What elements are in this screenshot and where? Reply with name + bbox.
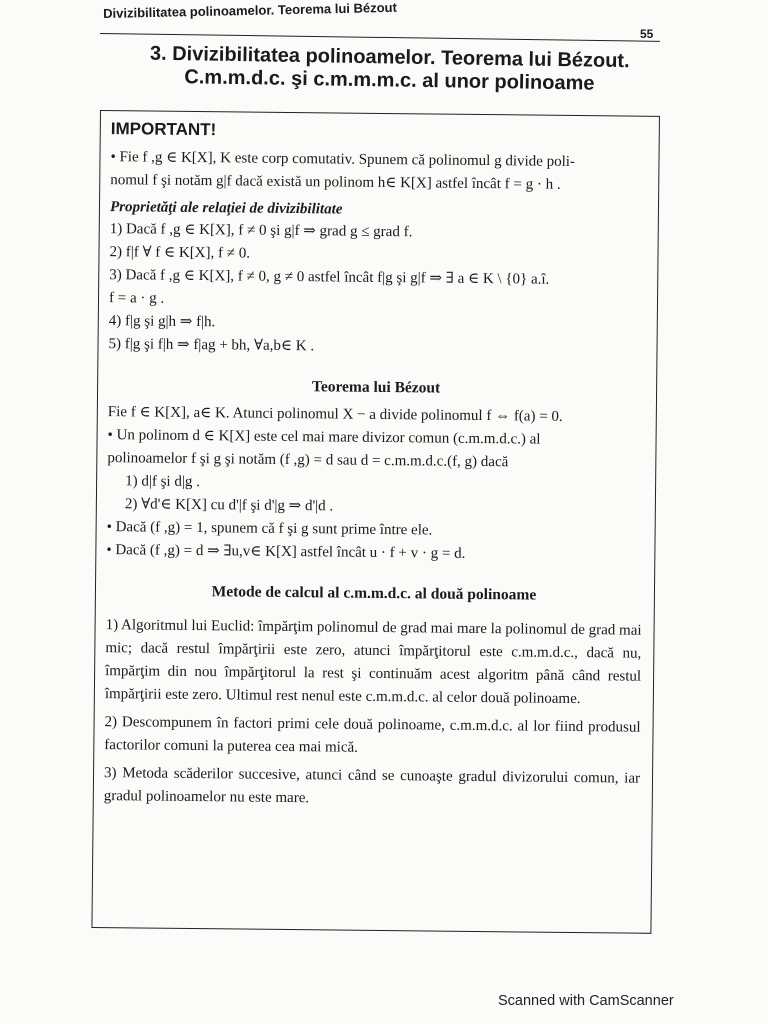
page-number: 55 xyxy=(640,27,654,41)
scanner-watermark: Scanned with CamScanner xyxy=(498,993,674,1009)
coprime-note: • Dacă (f ,g) = 1, spunem că f şi g sunt prime între ele. xyxy=(106,519,433,539)
properties-heading: Proprietăţi ale relaţiei de divizibilitate xyxy=(109,199,343,218)
property-2: 2) f|f ∀ f ∈ K[X], f ≠ 0. xyxy=(109,244,251,262)
section-title xyxy=(109,42,670,97)
gcd-condition-1: 1) d|f şi d|g . xyxy=(125,473,200,491)
methods-heading: Metode de calcul al c.m.m.d.c. al două polinoame xyxy=(211,583,537,604)
property-3-continued: f = a · g . xyxy=(108,290,165,307)
important-label: IMPORTANT! xyxy=(110,119,217,140)
property-4: 4) f|g şi g|h ⇒ f|h. xyxy=(108,313,216,331)
definition-line-2: nomul f şi notăm g|f dacă există un polinom h∈ K[X] astfel încât f = g · h . xyxy=(110,172,561,193)
gcd-definition-line-1: • Un polinom d ∈ K[X] este cel mai mare divizor comun (c.m.m.d.c.) al xyxy=(107,427,541,448)
bezout-heading: Teorema lui Bézout xyxy=(311,378,441,397)
method-euclid: 1) Algoritmul lui Euclid: împărţim polinomul de grad mai mare la polinomul de grad mai mic; dacă restul împărţirii este zero, atunci împărţitorul este c.m.m.d.c., dacă nu, împărţim din nou împărţitorul la rest şi continuăm acest algoritm până când restul împărţirii este zero. Ultimul rest nenul este c.m.m.d.c. al celor două polinoame. xyxy=(104,617,642,708)
header-rule xyxy=(100,33,660,42)
running-head: Divizibilitatea polinoamelor. Teorema lui Bézout xyxy=(103,0,398,21)
method-prime-factors: 2) Descompunem în factori primi cele două polinoame, c.m.m.d.c. al lor fiind produsul factorilor comuni la puterea cea mai mică. xyxy=(104,714,641,756)
property-3: 3) Dacă f ,g ∈ K[X], f ≠ 0, g ≠ 0 astfel încât f|g şi g|f ⇒ ∃ a ∈ K \ {0} a.î. xyxy=(109,267,550,288)
definition-line-1: • Fie f ,g ∈ K[X], K este corp comutativ. Spunem că polinomul g divide poli- xyxy=(110,149,576,170)
bezout-identity: • Dacă (f ,g) = d ⇒ ∃u,v∈ K[X] astfel încât u · f + v · g = d. xyxy=(106,542,466,562)
important-box xyxy=(91,110,660,934)
gcd-definition-line-2: polinoamelor f şi g şi notăm (f ,g) = d sau d = c.m.m.d.c.(f, g) dacă xyxy=(107,450,509,471)
section-title-line1: 3. Divizibilitatea polinoamelor. Teorema lui Bézout. xyxy=(149,42,630,73)
method-successive-subtraction: 3) Metoda scăderilor succesive, atunci când se cunoaşte gradul divizorului comun, iar gradul polinoamelor nu este mare. xyxy=(103,765,641,807)
property-1: 1) Dacă f ,g ∈ K[X], f ≠ 0 şi g|f ⇒ grad g ≤ grad f. xyxy=(109,221,413,241)
bezout-statement: Fie f ∈ K[X], a∈ K. Atunci polinomul X − a divide polinomul f ⇔ f(a) = 0. xyxy=(107,404,563,425)
property-5: 5) f|g şi f|h ⇒ f|ag + bh, ∀a,b∈ K . xyxy=(108,336,315,355)
gcd-condition-2: 2) ∀d'∈ K[X] cu d'|f şi d'|g ⇒ d'|d . xyxy=(124,496,334,515)
section-title-line2: C.m.m.d.c. şi c.m.m.m.c. al unor polinoame xyxy=(184,66,595,95)
